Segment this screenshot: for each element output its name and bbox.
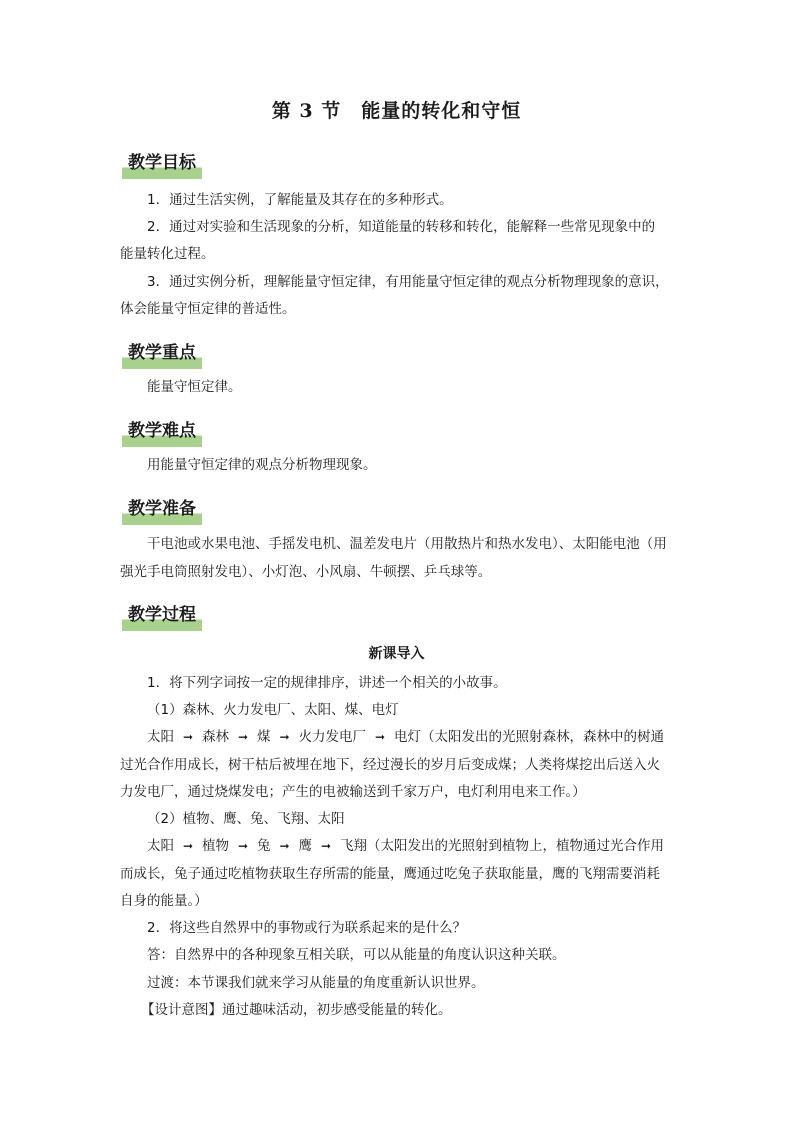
question-2: 2．将这些自然界中的事物或行为联系起来的是什么？ [147, 920, 467, 936]
chain-2-explanation-line-3: 自身的能量。） [120, 893, 208, 909]
answer-text: 答：自然界中的各种现象互相关联，可以从能量的角度认识这种关联。 [147, 947, 566, 963]
item-2: （2）植物、鹰、兔、飞翔、太阳 [147, 811, 345, 827]
chain-1-explanation-start: （太阳发出的光照射森林，森林中的树通 [421, 729, 664, 745]
item-1: （1）森林、火力发电厂、太阳、煤、电灯 [147, 702, 399, 718]
key-point-heading: 教学重点 [122, 340, 202, 370]
objectives-heading: 教学目标 [122, 150, 202, 180]
arrow-right-icon: ➞ [237, 730, 249, 744]
chain-2-word-1: 太阳 [147, 838, 174, 854]
chain-1-word-3: 煤 [257, 729, 271, 745]
energy-chain-1 [147, 727, 664, 747]
chain-1-word-2: 森林 [202, 729, 229, 745]
preparation-heading: 教学准备 [122, 496, 202, 526]
energy-chain-2 [147, 836, 664, 856]
difficulty-text: 用能量守恒定律的观点分析物理现象。 [147, 457, 377, 473]
design-intent-label: 【设计意图】 [141, 1002, 222, 1018]
key-point-text: 能量守恒定律。 [147, 379, 242, 395]
process-heading: 教学过程 [122, 602, 202, 632]
arrow-right-icon: ➞ [279, 839, 290, 853]
objective-2-line-1: 2．通过对实验和生活现象的分析，知道能量的转移和转化，能解释一些常见现象中的 [147, 219, 656, 235]
objective-2-line-2: 能量转化过程。 [120, 246, 215, 262]
chain-2-explanation-start: （太阳发出的光照射到植物上，植物通过光合作用 [367, 838, 664, 854]
chain-1-explanation-line-2: 过光合作用成长，树干枯后被埋在地下，经过漫长的岁月后变成煤；人类将煤挖出后送入火 [120, 757, 660, 773]
chain-2-explanation-line-2: 而成长，兔子通过吃植物获取生存所需的能量，鹰通过吃兔子获取能量，鹰的飞翔需要消耗 [120, 866, 660, 882]
new-lesson-intro-subheading: 新课导入 [368, 646, 425, 662]
page-title: 第 3 节 能量的转化和守恒 [271, 100, 522, 122]
difficulty-heading: 教学难点 [122, 418, 202, 448]
arrow-right-icon: ➞ [182, 839, 194, 853]
arrow-right-icon: ➞ [279, 730, 290, 744]
objective-1: 1．通过生活实例，了解能量及其存在的多种形式。 [147, 192, 453, 208]
arrow-right-icon: ➞ [320, 839, 332, 853]
arrow-right-icon: ➞ [237, 839, 249, 853]
chain-2-word-2: 植物 [202, 838, 229, 854]
design-intent-text: 通过趣味活动，初步感受能量的转化。 [222, 1002, 452, 1018]
preparation-line-2: 强光手电筒照射发电）、小灯泡、小风扇、牛顿摆、乒乓球等。 [120, 564, 492, 580]
chain-2-word-4: 鹰 [298, 838, 312, 854]
arrow-right-icon: ➞ [182, 730, 194, 744]
objective-3-line-1: 3．通过实例分析，理解能量守恒定律，有用能量守恒定律的观点分析物理现象的意识， [147, 274, 669, 290]
chain-1-word-4: 火力发电厂 [298, 729, 366, 745]
chain-2-word-5: 飞翔 [340, 838, 367, 854]
question-1: 1．将下列字词按一定的规律排序，讲述一个相关的小故事。 [147, 675, 507, 691]
chain-1-word-1: 太阳 [147, 729, 174, 745]
chain-1-word-5: 电灯 [394, 729, 421, 745]
chain-1-explanation-line-3: 力发电厂，通过烧煤发电；产生的电被输送到千家万户，电灯利用电来工作。） [120, 784, 586, 800]
preparation-line-1: 干电池或水果电池、手摇发电机、温差发电片（用散热片和热水发电）、太阳能电池（用 [147, 536, 667, 552]
chain-2-word-3: 兔 [257, 838, 271, 854]
arrow-right-icon: ➞ [374, 730, 386, 744]
design-intent [141, 1000, 452, 1020]
transition-text: 过渡：本节课我们就来学习从能量的角度重新认识世界。 [147, 975, 485, 991]
objective-3-line-2: 体会能量守恒定律的普适性。 [120, 301, 296, 317]
